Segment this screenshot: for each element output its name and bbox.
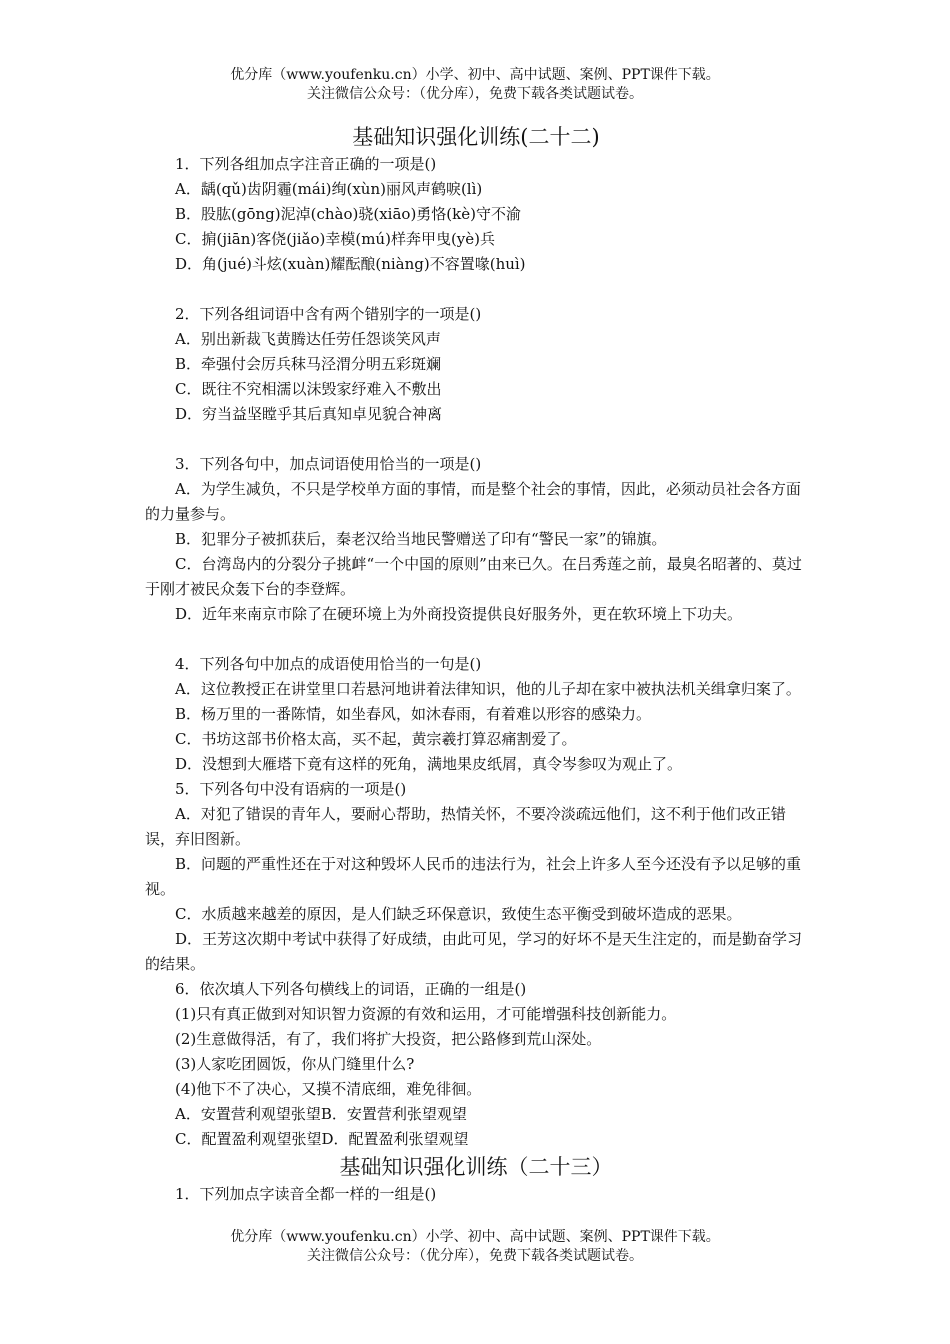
option-a: A．龋(qǔ)齿阴霾(mái)绚(xùn)丽风声鹤唳(lì) <box>175 180 483 198</box>
option-d: D．近年来南京市除了在硬环境上为外商投资提供良好服务外，更在软环境上下功夫。 <box>175 605 743 623</box>
option-a: A．别出新裁飞黄腾达任劳任怨谈笑风声 <box>175 330 441 348</box>
option-b: B．股肱(gōng)泥淖(chào)骁(xiāo)勇恪(kè)守不渝 <box>175 205 521 223</box>
footer-line-2: 关注微信公众号：（优分库），免费下载各类试题试卷。 <box>307 1248 643 1264</box>
options-c-d: C．配置盈利观望张望D．配置盈利张望观望 <box>175 1130 469 1148</box>
option-d: D．穷当益坚瞠乎其后真知卓见貌合神离 <box>175 405 443 423</box>
option-b: B．犯罪分子被抓获后，秦老汉给当地民警赠送了印有“警民一家”的锦旗。 <box>175 530 667 548</box>
header-line-2: 关注微信公众号：（优分库），免费下载各类试题试卷。 <box>307 86 643 102</box>
question-stem: 3．下列各句中，加点词语使用恰当的一项是() <box>175 455 482 473</box>
option-c: C．书坊这部书价格太高，买不起，黄宗羲打算忍痛割爱了。 <box>175 730 577 748</box>
option-b: B．问题的严重性还在于对这种毁坏人民币的违法行为，社会上许多人至今还没有予以足够的重视。 <box>145 855 802 898</box>
sentence-2: (2)生意做得活，有了，我们将扩大投资，把公路修到荒山深处。 <box>175 1030 602 1048</box>
question-stem: 1．下列各组加点字注音正确的一项是() <box>175 155 437 173</box>
options-a-b: A．安置营利观望张望B．安置营利张望观望 <box>175 1105 467 1123</box>
option-a: A．这位教授正在讲堂里口若悬河地讲着法律知识，他的儿子却在家中被执法机关缉拿归案了。 <box>175 680 801 698</box>
option-b: B．杨万里的一番陈情，如坐春风，如沐春雨，有着难以形容的感染力。 <box>175 705 652 723</box>
option-d: D．王芳这次期中考试中获得了好成绩，由此可见，学习的好坏不是天生注定的，而是勤奋学习的结果。 <box>145 930 803 973</box>
option-a: A．对犯了错误的青年人，要耐心帮助，热情关怀，不要冷淡疏远他们，这不利于他们改正错误，弃旧图新。 <box>145 805 786 848</box>
option-c: C．台湾岛内的分裂分子挑衅“一个中国的原则”由来已久。在吕秀莲之前，最臭名昭著的、莫过于刚才被民众轰下台的李登辉。 <box>145 555 802 598</box>
section-title-22: 基础知识强化训练(二十二) <box>352 125 600 149</box>
section-title-23: 基础知识强化训练（二十三） <box>339 1155 613 1179</box>
question-6 <box>145 977 807 1152</box>
footer-line-1: 优分库（www.youfenku.cn）小学、初中、高中试题、案例、PPT课件下载。 <box>230 1229 720 1245</box>
option-c: C．掮(jiān)客侥(jiǎo)幸模(mú)样奔甲曳(yè)兵 <box>175 230 496 248</box>
sentence-3: (3)人家吃团圆饭，你从门缝里什么? <box>175 1055 415 1073</box>
option-c: C．水质越来越差的原因，是人们缺乏环保意识，致使生态平衡受到破坏造成的恶果。 <box>175 905 742 923</box>
document-body <box>145 122 807 1207</box>
spacer <box>145 277 807 302</box>
question-stem: 5．下列各句中没有语病的一项是() <box>175 780 407 798</box>
question-stem: 6．依次填人下列各句横线上的词语，正确的一组是() <box>175 980 527 998</box>
sentence-1: (1)只有真正做到对知识智力资源的有效和运用，才可能增强科技创新能力。 <box>175 1005 677 1023</box>
option-d: D．没想到大雁塔下竟有这样的死角，满地果皮纸屑，真令岑参叹为观止了。 <box>175 755 683 773</box>
page-footer <box>0 1228 950 1266</box>
option-c: C．既往不究相濡以沫毁家纾难入不敷出 <box>175 380 442 398</box>
question-3 <box>145 452 807 627</box>
question-2 <box>145 302 807 427</box>
page-header <box>0 66 950 104</box>
spacer <box>145 627 807 652</box>
header-line-1: 优分库（www.youfenku.cn）小学、初中、高中试题、案例、PPT课件下载。 <box>230 67 720 83</box>
option-a: A．为学生减负，不只是学校单方面的事情，而是整个社会的事情，因此，必须动员社会各方面的力量参与。 <box>145 480 801 523</box>
spacer <box>145 427 807 452</box>
question-stem: 1．下列加点字读音全都一样的一组是() <box>175 1185 437 1203</box>
question-stem: 4．下列各句中加点的成语使用恰当的一句是() <box>175 655 482 673</box>
question-stem: 2．下列各组词语中含有两个错别字的一项是() <box>175 305 482 323</box>
question-4 <box>145 652 807 777</box>
question-1 <box>145 152 807 277</box>
question-5 <box>145 777 807 977</box>
option-b: B．牵强付会厉兵秣马泾渭分明五彩斑斓 <box>175 355 442 373</box>
option-d: D．角(jué)斗炫(xuàn)耀酝酿(niàng)不容置喙(huì) <box>175 255 526 273</box>
sentence-4: (4)他下不了决心，又摸不清底细，难免徘徊。 <box>175 1080 482 1098</box>
